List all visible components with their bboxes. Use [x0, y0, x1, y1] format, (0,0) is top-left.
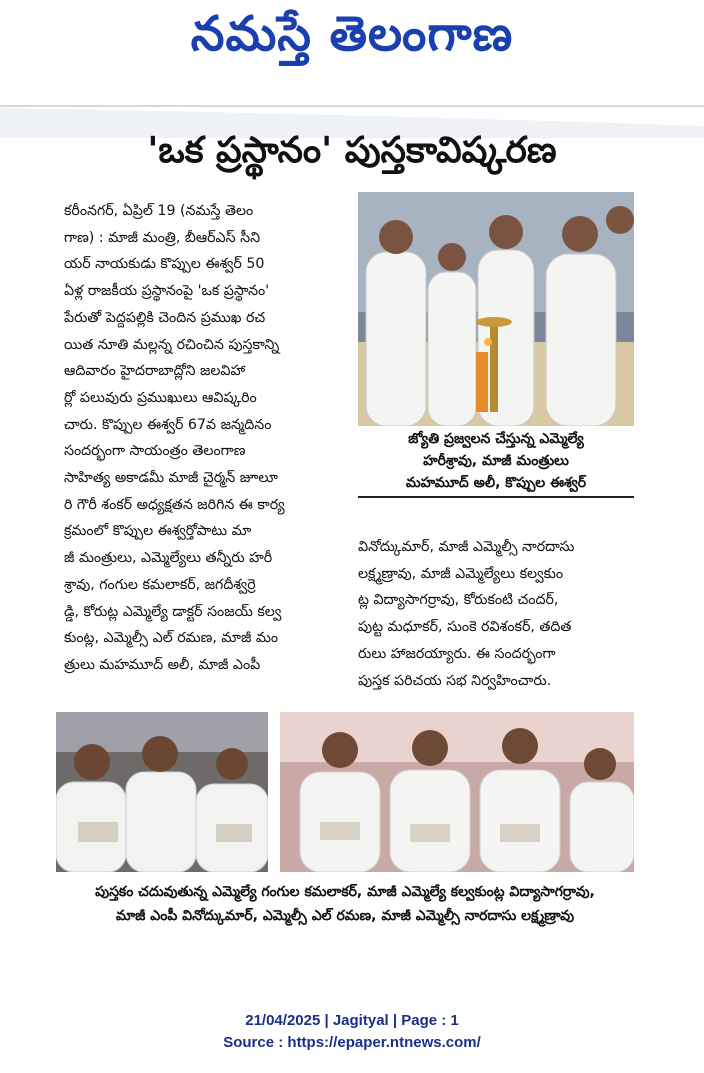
page-footer	[0, 1010, 704, 1054]
caption-line: పుస్తకం చదువుతున్న ఎమ్మెల్యే గంగుల కమలాకర్, మాజీ ఎమ్మెల్యే కల్వకుంట్ల విద్యాసాగర్రావు,	[95, 884, 595, 900]
article-line: కరీంనగర్, ఏప్రిల్ 19 (నమస్తే తెలం	[64, 203, 254, 219]
article-line: ట్ల విద్యాసాగర్రావు, కోరుకంటి చందర్,	[358, 592, 559, 609]
article-line: చారు. కొప్పుల ఈశ్వర్ 67వ జన్మదినం	[64, 416, 272, 433]
article-line: క్రమంలో కొప్పుల ఈశ్వర్తోపాటు మా	[64, 523, 252, 540]
reading-photo-left	[56, 712, 268, 872]
lamp-lighting-photo	[358, 192, 634, 426]
article-line: శ్రావు, గంగుల కమలాకర్, జగదీశ్వర్రె	[64, 576, 256, 593]
article-line: జీ మంత్రులు, ఎమ్మెల్యేలు తన్నీరు హరీ	[64, 550, 273, 567]
reading-photo-right	[280, 712, 634, 872]
article-line: గాణ) : మాజీ మంత్రి, బీఆర్ఎస్ సీని	[64, 229, 261, 246]
bottom-photo-caption	[56, 880, 634, 928]
source-link[interactable]: Source : https://epaper.ntnews.com/	[223, 1034, 481, 1051]
caption-line: మహమూద్ అలీ, కొప్పుల ఈశ్వర్	[405, 475, 587, 491]
article-line: యిత నూతి మల్లన్న రచించిన పుస్తకాన్ని	[64, 336, 280, 353]
masthead	[0, 0, 704, 100]
article-line: పేరుతో పెద్దపల్లికి చెందిన ప్రముఖ రచ	[64, 309, 266, 326]
article-line: వినోద్కుమార్, మాజీ ఎమ్మెల్సీ నారదాసు	[358, 539, 575, 555]
article-line: సాహిత్య అకాడమీ మాజీ చైర్మన్ జూలూ	[64, 470, 278, 487]
article-line: సందర్భంగా సాయంత్రం తెలంగాణ	[64, 443, 246, 460]
article-line: కుంట్ల, ఎమ్మెల్సీ ఎల్ రమణ, మాజీ మం	[64, 630, 279, 647]
headline: 'ఒక ప్రస్థానం' పుస్తకావిష్కరణ	[147, 130, 557, 171]
article-line: పుస్తక పరిచయ సభ నిర్వహించారు.	[358, 672, 552, 689]
article-line: డ్డి, కోరుట్ల ఎమ్మెల్యే డాక్టర్ సంజయ్ కల్వ	[64, 603, 282, 620]
caption-line: మాజీ ఎంపీ వినోద్కుమార్, ఎమ్మెల్సీ ఎల్ రమణ, మాజీ ఎమ్మెల్సీ నారదాసు లక్ష్మణ్రావు	[115, 908, 575, 924]
article-line: ఆదివారం హైదరాబాద్లోని జలవిహా	[64, 363, 246, 380]
article-line: త్రులు మహమూద్ అలీ, మాజీ ఎంపీ	[64, 656, 261, 673]
article-line: రి గౌరీ శంకర్ అధ్యక్షతన జరిగిన ఈ కార్య	[64, 496, 285, 513]
article-line: ఏళ్ల రాజకీయ ప్రస్థానంపై 'ఒక ప్రస్థానం'	[64, 283, 270, 300]
caption-line: జ్యోతి ప్రజ్వలన చేస్తున్న ఎమ్మెల్యే	[408, 431, 584, 447]
article-line: యర్ నాయకుడు కొప్పుల ఈశ్వర్ 50	[64, 256, 265, 273]
edition-info: 21/04/2025 | Jagityal | Page : 1	[245, 1012, 459, 1029]
photo-caption	[358, 428, 634, 498]
caption-line: హరీశ్రావు, మాజీ మంత్రులు	[423, 453, 569, 469]
article-line: రులు హాజరయ్యారు. ఈ సందర్భంగా	[358, 645, 556, 662]
article-right-column	[358, 534, 634, 694]
article-left-column	[64, 198, 340, 679]
article-line: పుట్ట మధూకర్, సుంకె రవిశంకర్, తదిత	[358, 619, 572, 636]
article-line: ర్లో పలువురు ప్రముఖులు ఆవిష్కరిం	[64, 389, 257, 406]
newspaper-logo: నమస్తే తెలంగాణ	[190, 6, 514, 62]
article-line: లక్ష్మణ్రావు, మాజీ ఎమ్మెల్యేలు కల్వకుం	[358, 565, 564, 582]
